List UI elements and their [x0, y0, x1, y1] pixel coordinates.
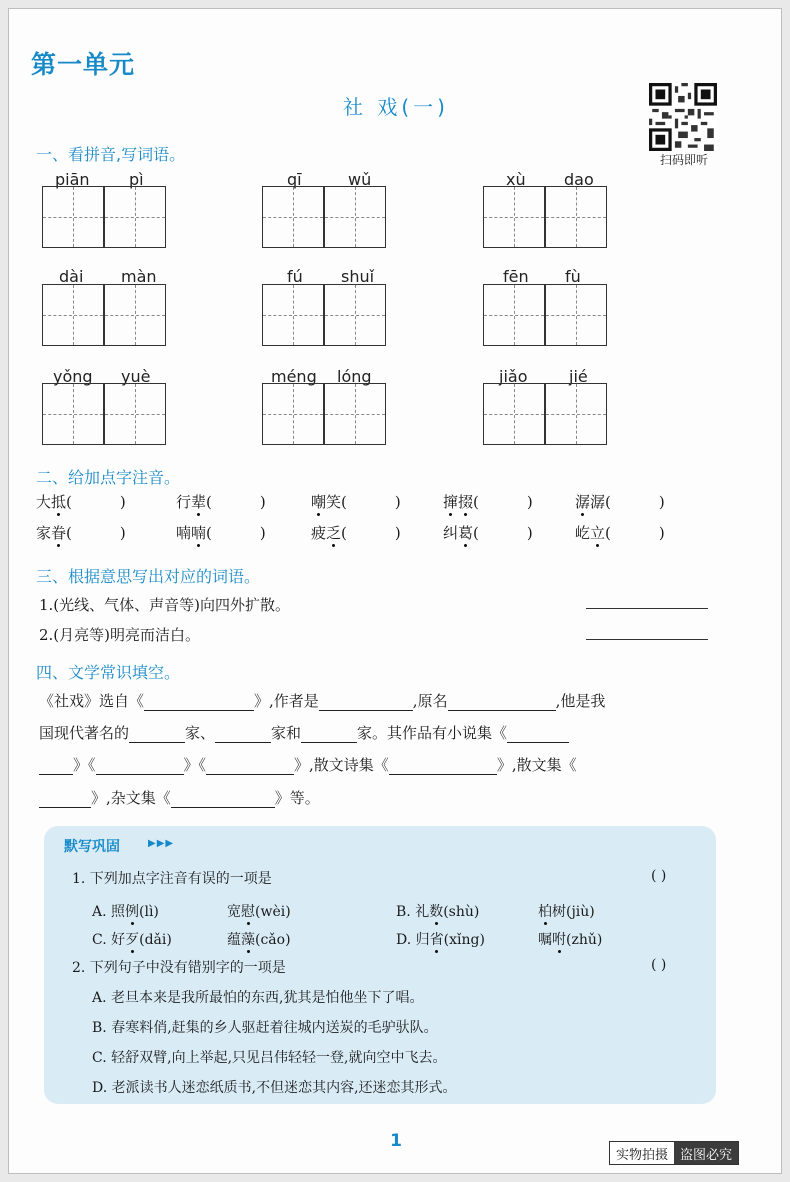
arrow-icon: ▶▶▶ — [148, 838, 175, 849]
pinyin: wǔ — [348, 170, 372, 189]
fill-line: 》《 》《 》,散文诗集《 》,散文集《 — [39, 754, 577, 775]
option-b1[interactable]: B. 礼数(shù) — [396, 901, 479, 921]
pinyin: fú — [287, 267, 303, 286]
pinyin: dài — [59, 267, 84, 286]
option-d2[interactable]: 嘱咐(zhǔ) — [538, 929, 602, 949]
writing-box[interactable] — [483, 284, 545, 346]
pinyin: shuǐ — [341, 267, 375, 286]
review-question: 1. 下列加点字注音有误的一项是 — [72, 871, 272, 887]
annotate-item: 纠葛( ) — [443, 524, 533, 542]
option-c1[interactable]: C. 好歹(dǎi) — [92, 929, 172, 949]
writing-box[interactable] — [42, 383, 104, 445]
annotate-item: 撺掇( ) — [443, 493, 533, 511]
answer-line[interactable] — [586, 608, 708, 609]
fill-line: 》,杂文集《 》等。 — [39, 787, 320, 808]
pinyin: jié — [569, 367, 588, 386]
stamp-left: 实物拍摄 — [610, 1142, 674, 1164]
pinyin: dao — [564, 170, 594, 189]
writing-box[interactable] — [545, 383, 607, 445]
section4-heading: 四、文学常识填空。 — [36, 663, 181, 682]
writing-box[interactable] — [104, 186, 166, 248]
pinyin: yǒng — [53, 367, 93, 386]
writing-box[interactable] — [324, 186, 386, 248]
answer-paren[interactable]: ( ) — [651, 957, 667, 973]
pinyin: méng — [271, 367, 317, 386]
option-b2[interactable]: 柏树(jiù) — [538, 901, 595, 921]
review-title: 默写巩固 — [64, 839, 120, 855]
question-text: 1.(光线、气体、声音等)向四外扩散。 — [39, 596, 291, 614]
option-d1[interactable]: D. 归省(xǐng) — [396, 929, 485, 949]
pinyin: piān — [55, 170, 90, 189]
section2-heading: 二、给加点字注音。 — [36, 468, 181, 487]
stamp-right: 盗图必究 — [674, 1142, 738, 1164]
question-text: 2.(月亮等)明亮而洁白。 — [39, 626, 201, 644]
qr-label: 扫码即听 — [659, 153, 708, 167]
option-b[interactable]: B. 春寒料俏,赶集的乡人驱赶着往城内送炭的毛驴驮队。 — [92, 1020, 438, 1036]
section1-heading: 一、看拼音,写词语。 — [36, 145, 186, 164]
answer-paren[interactable]: ( ) — [651, 868, 667, 884]
pinyin: xù — [506, 170, 526, 189]
pinyin: pì — [129, 170, 144, 189]
writing-box[interactable] — [545, 186, 607, 248]
pinyin: lóng — [337, 367, 372, 386]
review-question: 2. 下列句子中没有错别字的一项是 — [72, 960, 286, 976]
annotate-item: 嘲笑( ) — [311, 493, 401, 511]
annotate-item: 喃喃( ) — [176, 524, 266, 542]
option-a1[interactable]: A. 照例(lì) — [92, 901, 159, 921]
answer-line[interactable] — [586, 639, 708, 640]
lesson-title: 社 戏(一) — [343, 95, 449, 119]
writing-box[interactable] — [545, 284, 607, 346]
pinyin: yuè — [121, 367, 151, 386]
annotate-item: 潺潺( ) — [575, 493, 665, 511]
fill-line: 《社戏》选自《 》,作者是 ,原名 ,他是我 — [39, 692, 606, 710]
pinyin: jiǎo — [499, 367, 528, 386]
writing-box[interactable] — [483, 186, 545, 248]
review-box — [44, 826, 716, 1104]
qr-code-icon[interactable] — [649, 83, 717, 151]
fill-line: 国现代著名的 家、 家和 家。其作品有小说集《 — [39, 722, 569, 743]
unit-title: 第一单元 — [31, 50, 136, 79]
workbook-page — [8, 8, 782, 1174]
watermark-stamp — [609, 1141, 739, 1165]
option-a2[interactable]: 宽慰(wèi) — [227, 901, 291, 921]
writing-box[interactable] — [324, 284, 386, 346]
pinyin: fù — [565, 267, 581, 286]
writing-box[interactable] — [262, 284, 324, 346]
annotate-item: 屹立( ) — [575, 524, 665, 542]
section3-heading: 三、根据意思写出对应的词语。 — [36, 567, 261, 586]
writing-box[interactable] — [324, 383, 386, 445]
writing-box[interactable] — [42, 186, 104, 248]
option-c2[interactable]: 蕴藻(cǎo) — [227, 929, 291, 949]
annotate-item: 疲乏( ) — [311, 524, 401, 542]
pinyin: màn — [121, 267, 157, 286]
writing-box[interactable] — [262, 383, 324, 445]
writing-box[interactable] — [104, 383, 166, 445]
pinyin: fēn — [503, 267, 529, 286]
option-a[interactable]: A. 老旦本来是我所最怕的东西,犹其是怕他坐下了唱。 — [92, 990, 424, 1006]
writing-box[interactable] — [42, 284, 104, 346]
option-d[interactable]: D. 老派读书人迷恋纸质书,不但迷恋其内容,还迷恋其形式。 — [92, 1080, 457, 1096]
pinyin: qī — [287, 170, 302, 189]
annotate-item: 大抵( ) — [36, 493, 126, 511]
writing-box[interactable] — [262, 186, 324, 248]
annotate-item: 行辈( ) — [176, 493, 266, 511]
option-c[interactable]: C. 轻舒双臂,向上举起,只见吕伟轻轻一登,就向空中飞去。 — [92, 1050, 447, 1066]
page-number: 1 — [390, 1131, 402, 1151]
writing-box[interactable] — [483, 383, 545, 445]
annotate-item: 家眷( ) — [36, 524, 126, 542]
writing-box[interactable] — [104, 284, 166, 346]
